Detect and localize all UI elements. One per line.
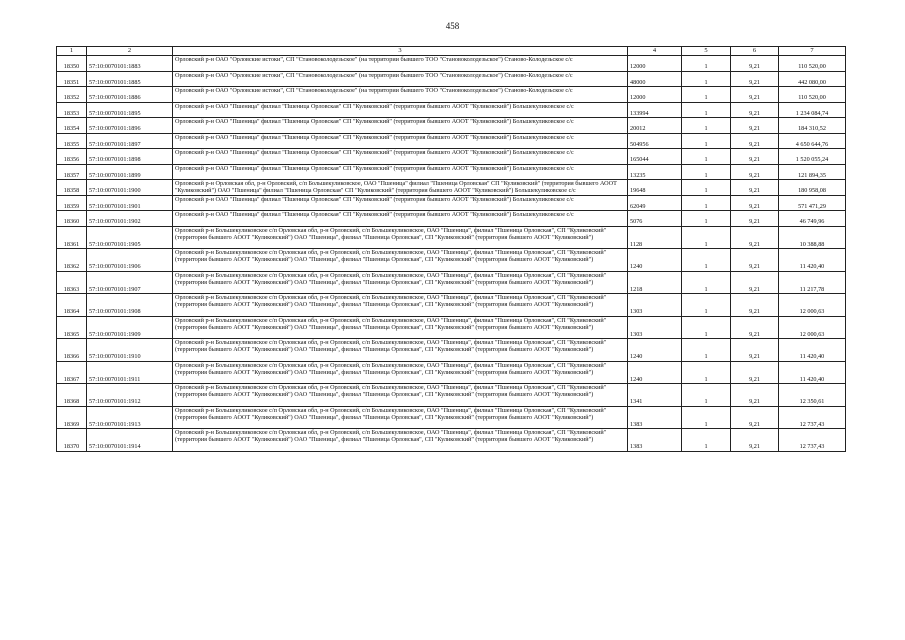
table-row (57, 133, 846, 149)
column-number: 6 (731, 47, 779, 56)
rate-value: 9,21 (731, 102, 779, 118)
table-row (57, 195, 846, 211)
location-description: Орловский р-н ОАО "Пшеница" филиал "Пшеница Орловская" СП "Куликовский" (территория бывшего АООТ "Куликовский") Большекуликовское с/с (173, 133, 628, 149)
location-description: Орловский р-н ОАО "Пшеница" филиал "Пшеница Орловская" СП "Куликовский" (территория бывшего АООТ "Куликовский") Большекуликовское с/с (173, 195, 628, 211)
cadastral-number: 57:10:0070101:1900 (87, 180, 173, 196)
rate-value: 9,21 (731, 56, 779, 72)
table-row (57, 249, 846, 272)
count-value: 1 (682, 226, 731, 249)
cadastral-value: 12 737,43 (779, 429, 846, 452)
cadastral-value: 11 420,40 (779, 249, 846, 272)
row-number: 18355 (57, 133, 87, 149)
location-description: Орловский р-н Большекуликовское с/п Орловская обл, р-н Орловский, с/п Большекуликовское, ОАО "Пшеница", филиал "Пшеница Орловская", СП "Куликовский" (территория бывшего АООТ "Куликовский") ОАО "Пшеница", филиал "Пшеница Орловская", СП "Куликовский" (территория бывшего АООТ "Куликовский") (173, 294, 628, 317)
rate-value: 9,21 (731, 87, 779, 103)
table-row (57, 87, 846, 103)
area-value: 62049 (628, 195, 682, 211)
row-number: 18360 (57, 211, 87, 227)
table-row (57, 294, 846, 317)
rate-value: 9,21 (731, 361, 779, 384)
column-number: 2 (87, 47, 173, 56)
row-number: 18362 (57, 249, 87, 272)
area-value: 13235 (628, 164, 682, 180)
rate-value: 9,21 (731, 339, 779, 362)
row-number: 18357 (57, 164, 87, 180)
table-row (57, 384, 846, 407)
cadastral-number: 57:10:0070101:1895 (87, 102, 173, 118)
location-description: Орловский р-н ОАО "Пшеница" филиал "Пшеница Орловская" СП "Куликовский" (территория бывшего АООТ "Куликовский") Большекуликовское с/с (173, 118, 628, 134)
column-number: 7 (779, 47, 846, 56)
location-description: Орловский р-н Большекуликовское с/п Орловская обл, р-н Орловский, с/п Большекуликовское, ОАО "Пшеница", филиал "Пшеница Орловская", СП "Куликовский" (территория бывшего АООТ "Куликовский") ОАО "Пшеница", филиал "Пшеница Орловская", СП "Куликовский" (территория бывшего АООТ "Куликовский") (173, 271, 628, 294)
count-value: 1 (682, 339, 731, 362)
cadastral-value: 10 388,88 (779, 226, 846, 249)
count-value: 1 (682, 429, 731, 452)
cadastral-value: 4 650 644,76 (779, 133, 846, 149)
location-description: Орловский р-н ОАО "Орловские истоки", СП "Становоколодезьское" (на территории бывшего ТОО "Становоколодезьское") Станово-Колодезьское с/с (173, 71, 628, 87)
location-description: Орловский р-н Большекуликовское с/п Орловская обл, р-н Орловский, с/п Большекуликовское, ОАО "Пшеница", филиал "Пшеница Орловская", СП "Куликовский" (территория бывшего АООТ "Куликовский") ОАО "Пшеница", филиал "Пшеница Орловская", СП "Куликовский" (территория бывшего АООТ "Куликовский") (173, 406, 628, 429)
table-row (57, 271, 846, 294)
area-value: 20012 (628, 118, 682, 134)
cadastral-number: 57:10:0070101:1902 (87, 211, 173, 227)
cadastral-value: 184 310,52 (779, 118, 846, 134)
location-description: Орловский р-н Большекуликовское с/п Орловская обл, р-н Орловский, с/п Большекуликовское, ОАО "Пшеница", филиал "Пшеница Орловская", СП "Куликовский" (территория бывшего АООТ "Куликовский") ОАО "Пшеница", филиал "Пшеница Орловская", СП "Куликовский" (территория бывшего АООТ "Куликовский") (173, 339, 628, 362)
area-value: 504956 (628, 133, 682, 149)
table-row (57, 211, 846, 227)
cadastral-value: 12 350,61 (779, 384, 846, 407)
count-value: 1 (682, 71, 731, 87)
cadastral-value: 571 471,29 (779, 195, 846, 211)
rate-value: 9,21 (731, 294, 779, 317)
cadastral-value: 11 217,78 (779, 271, 846, 294)
cadastral-value: 12 000,63 (779, 294, 846, 317)
cadastral-value: 1 234 084,74 (779, 102, 846, 118)
cadastral-number: 57:10:0070101:1909 (87, 316, 173, 339)
rate-value: 9,21 (731, 164, 779, 180)
rate-value: 9,21 (731, 133, 779, 149)
cadastral-number: 57:10:0070101:1885 (87, 71, 173, 87)
row-number: 18370 (57, 429, 87, 452)
area-value: 12000 (628, 56, 682, 72)
cadastral-value: 11 420,40 (779, 361, 846, 384)
rate-value: 9,21 (731, 211, 779, 227)
rate-value: 9,21 (731, 180, 779, 196)
count-value: 1 (682, 102, 731, 118)
count-value: 1 (682, 180, 731, 196)
area-value: 19648 (628, 180, 682, 196)
cadastral-number: 57:10:0070101:1913 (87, 406, 173, 429)
table-row (57, 102, 846, 118)
row-number: 18352 (57, 87, 87, 103)
rate-value: 9,21 (731, 429, 779, 452)
row-number: 18363 (57, 271, 87, 294)
area-value: 165044 (628, 149, 682, 165)
cadastral-number: 57:10:0070101:1907 (87, 271, 173, 294)
area-value: 5076 (628, 211, 682, 227)
table-row (57, 56, 846, 72)
area-value: 1240 (628, 249, 682, 272)
location-description: Орловский р-н Большекуликовское с/п Орловская обл, р-н Орловский, с/п Большекуликовское, ОАО "Пшеница", филиал "Пшеница Орловская", СП "Куликовский" (территория бывшего АООТ "Куликовский") ОАО "Пшеница", филиал "Пшеница Орловская", СП "Куликовский" (территория бывшего АООТ "Куликовский") (173, 316, 628, 339)
table-row (57, 180, 846, 196)
table-row (57, 406, 846, 429)
area-value: 1383 (628, 429, 682, 452)
count-value: 1 (682, 87, 731, 103)
rate-value: 9,21 (731, 195, 779, 211)
cadastral-value: 110 520,00 (779, 56, 846, 72)
location-description: Орловский р-н Большекуликовское с/п Орловская обл, р-н Орловский, с/п Большекуликовское, ОАО "Пшеница", филиал "Пшеница Орловская", СП "Куликовский" (территория бывшего АООТ "Куликовский") ОАО "Пшеница", филиал "Пшеница Орловская", СП "Куликовский" (территория бывшего АООТ "Куликовский") (173, 384, 628, 407)
cadastral-number: 57:10:0070101:1901 (87, 195, 173, 211)
location-description: Орловский р-н ОАО "Орловские истоки", СП "Становоколодезьское" (на территории бывшего ТОО "Становоколодезьское") Станово-Колодезьское с/с (173, 56, 628, 72)
rate-value: 9,21 (731, 118, 779, 134)
row-number: 18356 (57, 149, 87, 165)
cadastral-value: 1 520 055,24 (779, 149, 846, 165)
cadastral-number: 57:10:0070101:1906 (87, 249, 173, 272)
rate-value: 9,21 (731, 384, 779, 407)
area-value: 1218 (628, 271, 682, 294)
rate-value: 9,21 (731, 406, 779, 429)
table-row (57, 339, 846, 362)
location-description: Орловский р-н ОАО "Пшеница" филиал "Пшеница Орловская" СП "Куликовский" (территория бывшего АООТ "Куликовский") Большекуликовское с/с (173, 211, 628, 227)
cadastral-number: 57:10:0070101:1914 (87, 429, 173, 452)
area-value: 48000 (628, 71, 682, 87)
location-description: Орловский р-н Большекуликовское с/п Орловская обл, р-н Орловский, с/п Большекуликовское, ОАО "Пшеница", филиал "Пшеница Орловская", СП "Куликовский" (территория бывшего АООТ "Куликовский") ОАО "Пшеница", филиал "Пшеница Орловская", СП "Куликовский" (территория бывшего АООТ "Куликовский") (173, 249, 628, 272)
row-number: 18364 (57, 294, 87, 317)
count-value: 1 (682, 211, 731, 227)
location-description: Орловский р-н ОАО "Пшеница" филиал "Пшеница Орловская" СП "Куликовский" (территория бывшего АООТ "Куликовский") Большекуликовское с/с (173, 164, 628, 180)
cadastral-number: 57:10:0070101:1886 (87, 87, 173, 103)
row-number: 18365 (57, 316, 87, 339)
cadastral-value: 11 420,40 (779, 339, 846, 362)
count-value: 1 (682, 133, 731, 149)
column-number: 1 (57, 47, 87, 56)
cadastral-number: 57:10:0070101:1908 (87, 294, 173, 317)
cadastral-value: 12 737,43 (779, 406, 846, 429)
table-row (57, 164, 846, 180)
location-description: Орловский р-н Большекуликовское с/п Орловская обл, р-н Орловский, с/п Большекуликовское, ОАО "Пшеница", филиал "Пшеница Орловская", СП "Куликовский" (территория бывшего АООТ "Куликовский") ОАО "Пшеница", филиал "Пшеница Орловская", СП "Куликовский" (территория бывшего АООТ "Куликовский") (173, 429, 628, 452)
rate-value: 9,21 (731, 271, 779, 294)
count-value: 1 (682, 195, 731, 211)
column-number: 3 (173, 47, 628, 56)
cadastral-number: 57:10:0070101:1899 (87, 164, 173, 180)
table-row (57, 429, 846, 452)
row-number: 18359 (57, 195, 87, 211)
count-value: 1 (682, 271, 731, 294)
location-description: Орловский р-н ОАО "Орловские истоки", СП "Становоколодезьское" (на территории бывшего ТОО "Становоколодезьское") Станово-Колодезьское с/с (173, 87, 628, 103)
rate-value: 9,21 (731, 71, 779, 87)
area-value: 1383 (628, 406, 682, 429)
area-value: 1303 (628, 316, 682, 339)
area-value: 1240 (628, 361, 682, 384)
row-number: 18350 (57, 56, 87, 72)
area-value: 1303 (628, 294, 682, 317)
land-registry-table (56, 46, 846, 452)
table-row (57, 226, 846, 249)
count-value: 1 (682, 294, 731, 317)
rate-value: 9,21 (731, 316, 779, 339)
row-number: 18353 (57, 102, 87, 118)
table-row (57, 149, 846, 165)
area-value: 1341 (628, 384, 682, 407)
count-value: 1 (682, 316, 731, 339)
count-value: 1 (682, 118, 731, 134)
cadastral-number: 57:10:0070101:1883 (87, 56, 173, 72)
rate-value: 9,21 (731, 226, 779, 249)
count-value: 1 (682, 249, 731, 272)
row-number: 18368 (57, 384, 87, 407)
cadastral-number: 57:10:0070101:1898 (87, 149, 173, 165)
column-number: 5 (682, 47, 731, 56)
column-number: 4 (628, 47, 682, 56)
column-number-row (57, 47, 846, 56)
count-value: 1 (682, 361, 731, 384)
count-value: 1 (682, 149, 731, 165)
area-value: 1128 (628, 226, 682, 249)
table-row (57, 316, 846, 339)
table-row (57, 118, 846, 134)
count-value: 1 (682, 384, 731, 407)
cadastral-number: 57:10:0070101:1905 (87, 226, 173, 249)
row-number: 18361 (57, 226, 87, 249)
count-value: 1 (682, 164, 731, 180)
row-number: 18354 (57, 118, 87, 134)
table-row (57, 71, 846, 87)
rate-value: 9,21 (731, 249, 779, 272)
cadastral-number: 57:10:0070101:1911 (87, 361, 173, 384)
location-description: Орловский р-н Большекуликовское с/п Орловская обл, р-н Орловский, с/п Большекуликовское, ОАО "Пшеница", филиал "Пшеница Орловская", СП "Куликовский" (территория бывшего АООТ "Куликовский") ОАО "Пшеница", филиал "Пшеница Орловская", СП "Куликовский" (территория бывшего АООТ "Куликовский") (173, 226, 628, 249)
area-value: 1240 (628, 339, 682, 362)
cadastral-number: 57:10:0070101:1896 (87, 118, 173, 134)
table-row (57, 361, 846, 384)
cadastral-value: 12 000,63 (779, 316, 846, 339)
area-value: 12000 (628, 87, 682, 103)
cadastral-value: 110 520,00 (779, 87, 846, 103)
row-number: 18367 (57, 361, 87, 384)
rate-value: 9,21 (731, 149, 779, 165)
location-description: Орловский р-н ОАО "Пшеница" филиал "Пшеница Орловская" СП "Куликовский" (территория бывшего АООТ "Куликовский") Большекуликовское с/с (173, 149, 628, 165)
row-number: 18366 (57, 339, 87, 362)
cadastral-number: 57:10:0070101:1897 (87, 133, 173, 149)
location-description: Орловский р-н ОАО "Пшеница" филиал "Пшеница Орловская" СП "Куликовский" (территория бывшего АООТ "Куликовский") Большекуликовское с/с (173, 102, 628, 118)
cadastral-number: 57:10:0070101:1912 (87, 384, 173, 407)
cadastral-value: 442 080,00 (779, 71, 846, 87)
count-value: 1 (682, 406, 731, 429)
row-number: 18351 (57, 71, 87, 87)
area-value: 133994 (628, 102, 682, 118)
location-description: Орловский р-н Большекуликовское с/п Орловская обл, р-н Орловский, с/п Большекуликовское, ОАО "Пшеница", филиал "Пшеница Орловская", СП "Куликовский" (территория бывшего АООТ "Куликовский") ОАО "Пшеница", филиал "Пшеница Орловская", СП "Куликовский" (территория бывшего АООТ "Куликовский") (173, 361, 628, 384)
cadastral-value: 180 958,08 (779, 180, 846, 196)
table-body (57, 56, 846, 452)
location-description: Орловский р-н Орловская обл, р-н Орловский, с/п Большекуликовское, ОАО "Пшеница" филиал "Пшеница Орловская" СП "Куликовский" (территория бывшего АООТ "Куликовский") ОАО "Пшеница" филиал "Пшеница Орловская" СП "Куликовский" (территория бывшего АООТ "Куликовский") Большекуликовское с/с (173, 180, 628, 196)
count-value: 1 (682, 56, 731, 72)
cadastral-value: 121 894,35 (779, 164, 846, 180)
page-number: 458 (445, 21, 460, 31)
row-number: 18358 (57, 180, 87, 196)
cadastral-value: 46 749,96 (779, 211, 846, 227)
cadastral-number: 57:10:0070101:1910 (87, 339, 173, 362)
row-number: 18369 (57, 406, 87, 429)
